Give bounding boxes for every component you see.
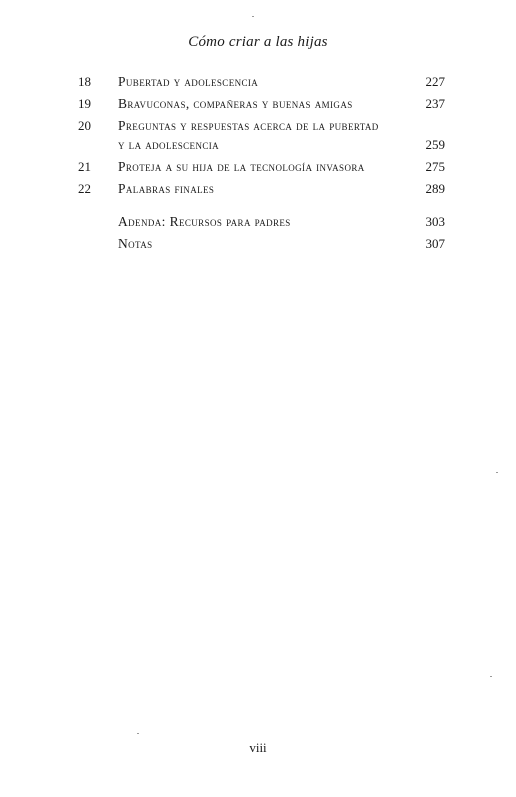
scan-speck bbox=[137, 733, 139, 734]
toc-entry-appendix bbox=[78, 212, 445, 231]
toc-entry-18 bbox=[78, 72, 445, 91]
page-number: 303 bbox=[425, 214, 445, 229]
scan-speck bbox=[252, 16, 254, 17]
chapter-title-line: Preguntas y respuestas acerca de la pubertad bbox=[118, 118, 379, 133]
scan-speck bbox=[496, 472, 498, 473]
chapter-number: 18 bbox=[78, 74, 91, 89]
chapter-title-line: y la adolescencia bbox=[118, 137, 220, 152]
page-number: 289 bbox=[425, 181, 445, 196]
chapter-number: 21 bbox=[78, 159, 91, 174]
page-number: 237 bbox=[425, 96, 445, 111]
toc-entry-22 bbox=[78, 179, 445, 198]
running-head-title: Cómo criar a las hijas bbox=[188, 34, 328, 50]
chapter-title-line: Proteja a su hija de la tecnología invasora bbox=[118, 159, 365, 174]
chapter-title-line: Bravuconas, compañeras y buenas amigas bbox=[118, 96, 353, 111]
chapter-title bbox=[118, 179, 426, 198]
page-folio: viii bbox=[249, 740, 267, 755]
scan-speck bbox=[490, 676, 492, 677]
chapter-title-line: Palabras finales bbox=[118, 181, 215, 196]
toc-entry-21 bbox=[78, 157, 445, 176]
chapter-number: 20 bbox=[78, 118, 91, 133]
chapter-title bbox=[118, 94, 426, 113]
chapter-title bbox=[118, 72, 426, 91]
page-number: 227 bbox=[425, 74, 445, 89]
chapter-number: 19 bbox=[78, 96, 91, 111]
appendix-title: Adenda: Recursos para padres bbox=[118, 214, 291, 229]
chapter-number: 22 bbox=[78, 181, 91, 196]
table-of-contents bbox=[78, 72, 445, 253]
chapter-title-line: Pubertad y adolescencia bbox=[118, 74, 259, 89]
toc-entry-20 bbox=[78, 116, 445, 154]
page-number: 307 bbox=[425, 236, 445, 251]
chapter-title bbox=[118, 157, 426, 176]
page-number: 275 bbox=[425, 159, 445, 174]
toc-entry-notes bbox=[78, 234, 445, 253]
notes-title: Notas bbox=[118, 236, 153, 251]
page-number: 259 bbox=[425, 137, 445, 152]
chapter-title bbox=[118, 116, 426, 154]
toc-entry-19 bbox=[78, 94, 445, 113]
